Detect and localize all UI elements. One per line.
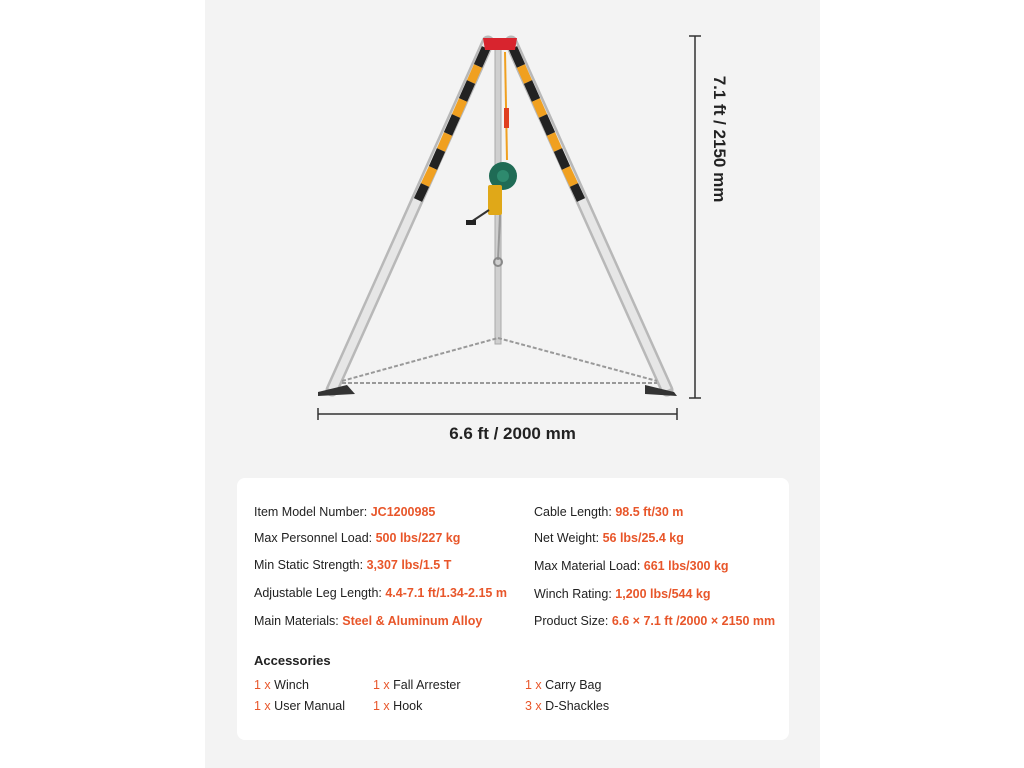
accessory-user-manual: 1 x User Manual <box>254 699 346 713</box>
spec-main-materials: Main Materials: Steel & Aluminum Alloy <box>254 614 483 628</box>
width-dimension-label: 6.6 ft / 2000 mm <box>449 424 576 443</box>
width-dimension-line <box>318 408 677 420</box>
accessories-title: Accessories <box>254 653 331 668</box>
spec-net-weight: Net Weight: 56 lbs/25.4 kg <box>534 531 684 545</box>
winch-device <box>466 162 517 266</box>
tripod-chains <box>342 338 657 383</box>
spec-cable-length: Cable Length: 98.5 ft/30 m <box>534 505 684 519</box>
tripod-head <box>483 38 517 50</box>
height-dimension-line <box>689 36 701 398</box>
height-dimension-label: 7.1 ft / 2150 mm <box>710 75 729 203</box>
spec-max-personnel-load: Max Personnel Load: 500 lbs/227 kg <box>254 531 461 545</box>
accessory-fall-arrester: 1 x Fall Arrester <box>373 678 461 692</box>
spec-adjustable-leg-length: Adjustable Leg Length: 4.4-7.1 ft/1.34-2.15 m <box>254 586 507 600</box>
accessory-hook: 1 x Hook <box>373 699 423 713</box>
accessory-carry-bag: 1 x Carry Bag <box>525 678 602 692</box>
spec-max-material-load: Max Material Load: 661 lbs/300 kg <box>534 559 729 573</box>
spec-product-size: Product Size: 6.6 × 7.1 ft /2000 × 2150 mm <box>534 614 776 628</box>
spec-min-static-strength: Min Static Strength: 3,307 lbs/1.5 T <box>254 558 452 572</box>
specs-card <box>237 478 789 740</box>
product-panel <box>205 0 820 768</box>
spec-winch-rating: Winch Rating: 1,200 lbs/544 kg <box>534 587 711 601</box>
accessory-d-shackles: 3 x D-Shackles <box>525 699 610 713</box>
accessory-winch: 1 x Winch <box>254 678 309 692</box>
spec-item-model: Item Model Number: JC1200985 <box>254 505 436 519</box>
